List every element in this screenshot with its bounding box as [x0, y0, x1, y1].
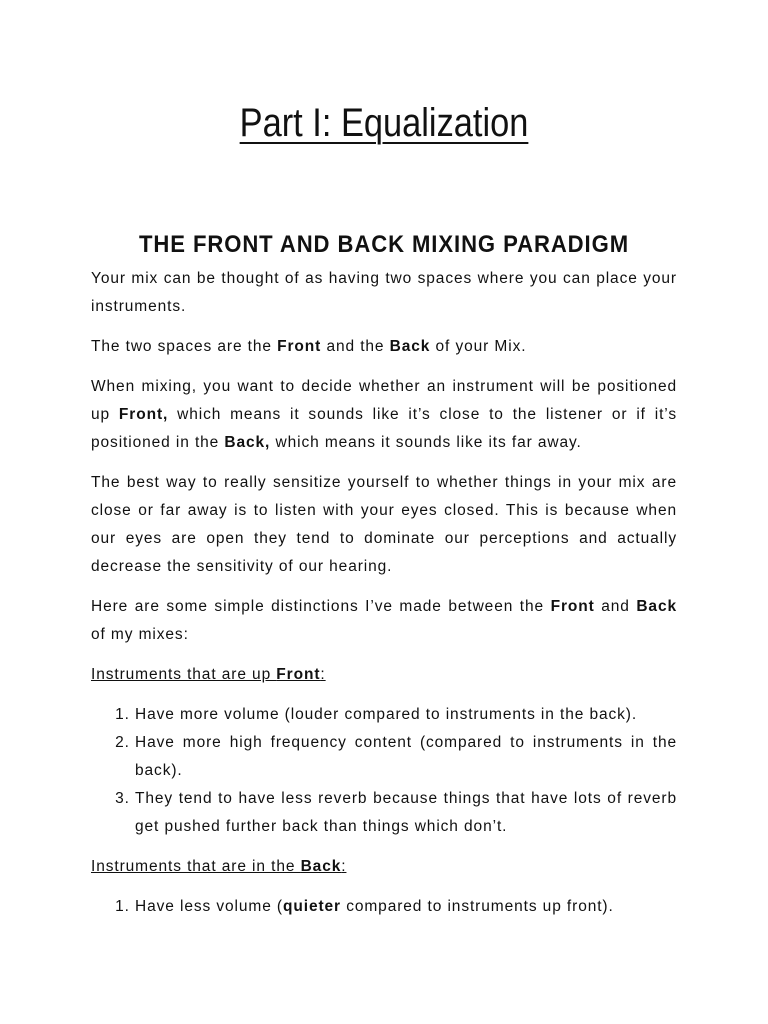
text: of your Mix. [430, 338, 527, 355]
text: and the [321, 338, 390, 355]
bold-quieter: quieter [283, 898, 341, 915]
list-item: 2. Have more high frequency content (compared to instruments in the back). [135, 729, 677, 785]
back-instruments-heading [91, 853, 677, 881]
bold-back: Back, [224, 434, 271, 451]
text: which means it sounds like it’s close to the listener or if it’s positioned in the [91, 406, 678, 451]
bold-front: Front, [118, 406, 169, 423]
text: Instruments that are up [91, 666, 277, 683]
bold-front: Front [276, 666, 321, 683]
text: of my mixes: [91, 626, 189, 643]
list-item: 3. They tend to have less reverb because things that have lots of reverb get pushed further back than things which don’t. [135, 785, 677, 841]
bold-front: Front [550, 598, 595, 615]
text: compared to instruments up front). [340, 898, 614, 915]
bold-front: Front [277, 338, 322, 355]
back-instruments-list [91, 893, 677, 921]
paragraph-intro: Your mix can be thought of as having two spaces where you can place your instruments. [91, 270, 677, 315]
text: : [341, 858, 347, 875]
paragraph-positioning [91, 373, 677, 457]
list-item: 1. Have more volume (louder compared to instruments in the back). [135, 701, 677, 729]
bold-back: Back [636, 598, 677, 615]
text: Instruments that are in the [91, 858, 301, 875]
document-body [91, 265, 677, 933]
paragraph-eyes-closed: The best way to really sensitize yourself to whether things in your mix are close or far away is to listen with your eyes closed. This is because when our eyes are open they tend to dominate our perceptions and actually decrease the sensitivity of our hearing. [91, 474, 677, 575]
text: : [320, 666, 326, 683]
bold-back: Back [300, 858, 342, 875]
paragraph-distinctions [91, 593, 677, 649]
text: When mixing, you want to decide whether an instrument will be positioned up [91, 378, 677, 423]
front-instruments-list [91, 701, 677, 841]
bold-back: Back [389, 338, 431, 355]
page-title: Part I: Equalization [239, 101, 529, 145]
paragraph-two-spaces [91, 333, 677, 361]
front-instruments-heading [91, 661, 677, 689]
text: Here are some simple distinctions I’ve made between the [91, 598, 551, 615]
text: which means it sounds like its far away. [270, 434, 582, 451]
text: The two spaces are the [91, 338, 278, 355]
list-item [135, 893, 677, 921]
section-heading: THE FRONT AND BACK MIXING PARADIGM [138, 231, 630, 258]
text: and [594, 598, 637, 615]
text: Have less volume ( [135, 898, 283, 915]
